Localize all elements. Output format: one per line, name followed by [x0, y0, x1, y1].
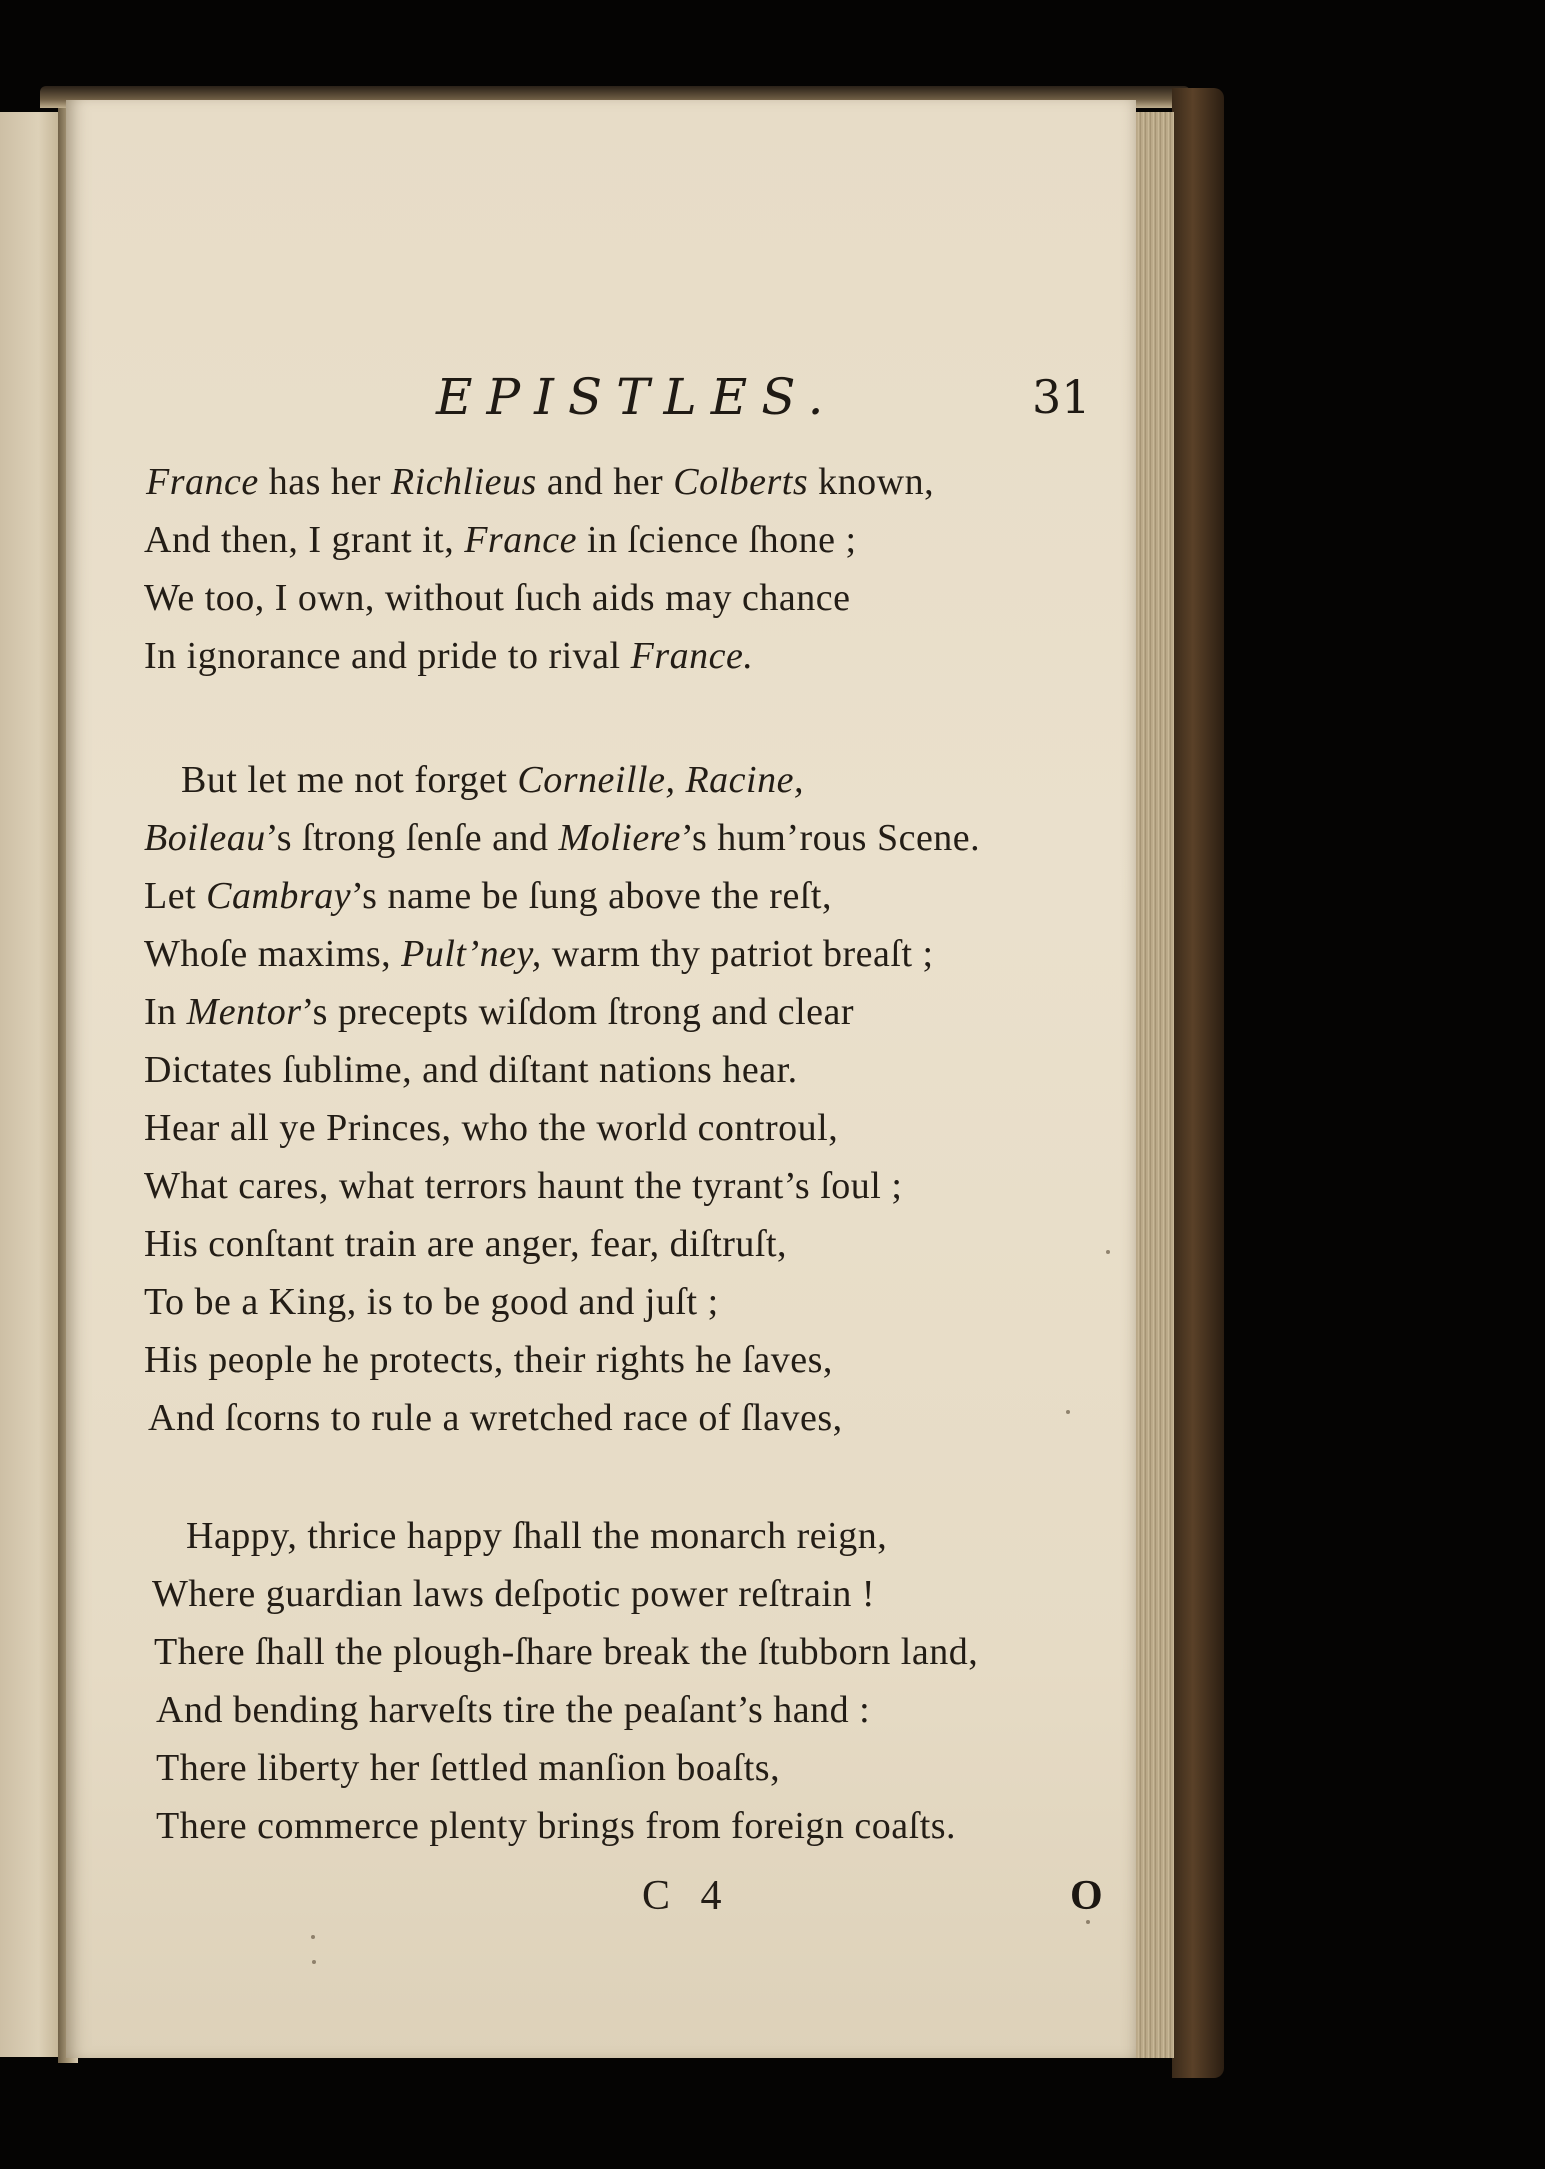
- verse-line: [144, 1164, 902, 1208]
- verse-text-run: There ſhall the plough-ſhare break the ſtubborn land,: [154, 1631, 979, 1673]
- page-number: 31: [1032, 370, 1091, 424]
- verse-text-run: ’s name be ſung above the reſt,: [351, 875, 832, 917]
- paper-speck: [312, 1960, 316, 1964]
- verse-line: [144, 1106, 838, 1150]
- verse-text-run: Dictates ſublime, and diſtant nations hear.: [144, 1049, 798, 1091]
- verse-text-run: Let: [144, 875, 207, 917]
- italic-word: France: [146, 461, 259, 503]
- verse-line: [144, 576, 850, 620]
- verse-text-run: known,: [808, 461, 935, 503]
- catchword: O: [1070, 1873, 1103, 1919]
- verse-text-run: We too, I own, without ſuch aids may chance: [144, 577, 851, 619]
- verse-line: [144, 1280, 719, 1324]
- verse-line: [156, 1688, 870, 1732]
- verse-line: [144, 990, 854, 1034]
- italic-word: Mentor: [186, 991, 302, 1033]
- running-title: EPISTLES.: [436, 368, 838, 426]
- paper-speck: [1066, 1410, 1070, 1414]
- verse-text-run: Whoſe maxims,: [144, 933, 402, 975]
- italic-word: Pult’ney,: [401, 933, 542, 975]
- italic-word: Cambray: [206, 875, 352, 917]
- verse-line: [144, 518, 857, 562]
- italic-word: Moliere: [558, 817, 681, 859]
- verse-text-run: ’s hum’rous Scene.: [680, 817, 981, 859]
- verse-text-run: Hear all ye Princes, who the world controul,: [144, 1107, 839, 1149]
- verse-text-run: Happy, thrice happy ſhall the monarch reign,: [186, 1515, 888, 1557]
- paper-speck: [1086, 1920, 1090, 1924]
- paper-speck: [1106, 1250, 1110, 1254]
- verse-line: [144, 816, 980, 860]
- verse-line: [144, 1338, 833, 1382]
- verse-text-run: And bending harveſts tire the peaſant’s hand :: [156, 1689, 871, 1731]
- page-header: [66, 368, 1136, 438]
- verse-text-run: ’s ſtrong ſenſe and: [265, 817, 559, 859]
- paper-speck: [311, 1935, 315, 1939]
- book-page: [66, 100, 1136, 2058]
- italic-word: Racine,: [685, 759, 804, 801]
- verse-text-run: There liberty her ſettled manſion boaſts,: [156, 1747, 781, 1789]
- verse-line: [156, 1746, 780, 1790]
- book-cover-edge: [1172, 88, 1224, 2078]
- italic-word: Richlieus: [390, 461, 537, 503]
- italic-word: France: [464, 519, 577, 561]
- verse-text-run: In ignorance and pride to rival: [144, 635, 631, 677]
- verse-text-run: And then, I grant it,: [144, 519, 465, 561]
- verse-line: [152, 1572, 875, 1616]
- verse-text-run: warm thy patriot breaſt ;: [541, 933, 934, 975]
- verse-line: [144, 874, 832, 918]
- verse-line: [186, 1514, 887, 1558]
- verse-line: [146, 460, 934, 504]
- verse-line: [148, 1396, 843, 1440]
- verse-line: [144, 1048, 798, 1092]
- verse-text-run: There commerce plenty brings from foreign coaſts.: [156, 1805, 957, 1847]
- verse-line: [181, 758, 804, 802]
- verse-text-run: And ſcorns to rule a wretched race of ſlaves,: [148, 1397, 843, 1439]
- verse-text-run: But let me not forget: [181, 759, 518, 801]
- italic-word: Boileau: [144, 817, 266, 859]
- verse-line: [144, 634, 753, 678]
- verse-text-run: In: [144, 991, 187, 1033]
- verse-text-run: Where guardian laws deſpotic power reſtrain !: [152, 1573, 876, 1615]
- verse-text-run: in ſcience ſhone ;: [576, 519, 857, 561]
- verse-line: [144, 932, 934, 976]
- italic-word: France.: [630, 635, 754, 677]
- verse-text-run: and her: [536, 461, 674, 503]
- verse-text-run: ’s precepts wiſdom ſtrong and clear: [301, 991, 855, 1033]
- verse-line: [156, 1804, 956, 1848]
- page-stack-edge: [1132, 112, 1174, 2058]
- verse-text-run: What cares, what terrors haunt the tyrant’s ſoul ;: [144, 1165, 903, 1207]
- verse-text-run: has her: [258, 461, 391, 503]
- verse-text-run: His conſtant train are anger, fear, diſtruſt,: [144, 1223, 788, 1265]
- printer-signature: C 4: [642, 1873, 732, 1919]
- verse-text-run: [675, 759, 685, 801]
- italic-word: Colberts: [673, 461, 809, 503]
- verse-line: [144, 1222, 787, 1266]
- verse-text-run: To be a King, is to be good and juſt ;: [144, 1281, 719, 1323]
- verse-line: [154, 1630, 978, 1674]
- verse-text-run: His people he protects, their rights he ſaves,: [144, 1339, 833, 1381]
- italic-word: Corneille,: [517, 759, 676, 801]
